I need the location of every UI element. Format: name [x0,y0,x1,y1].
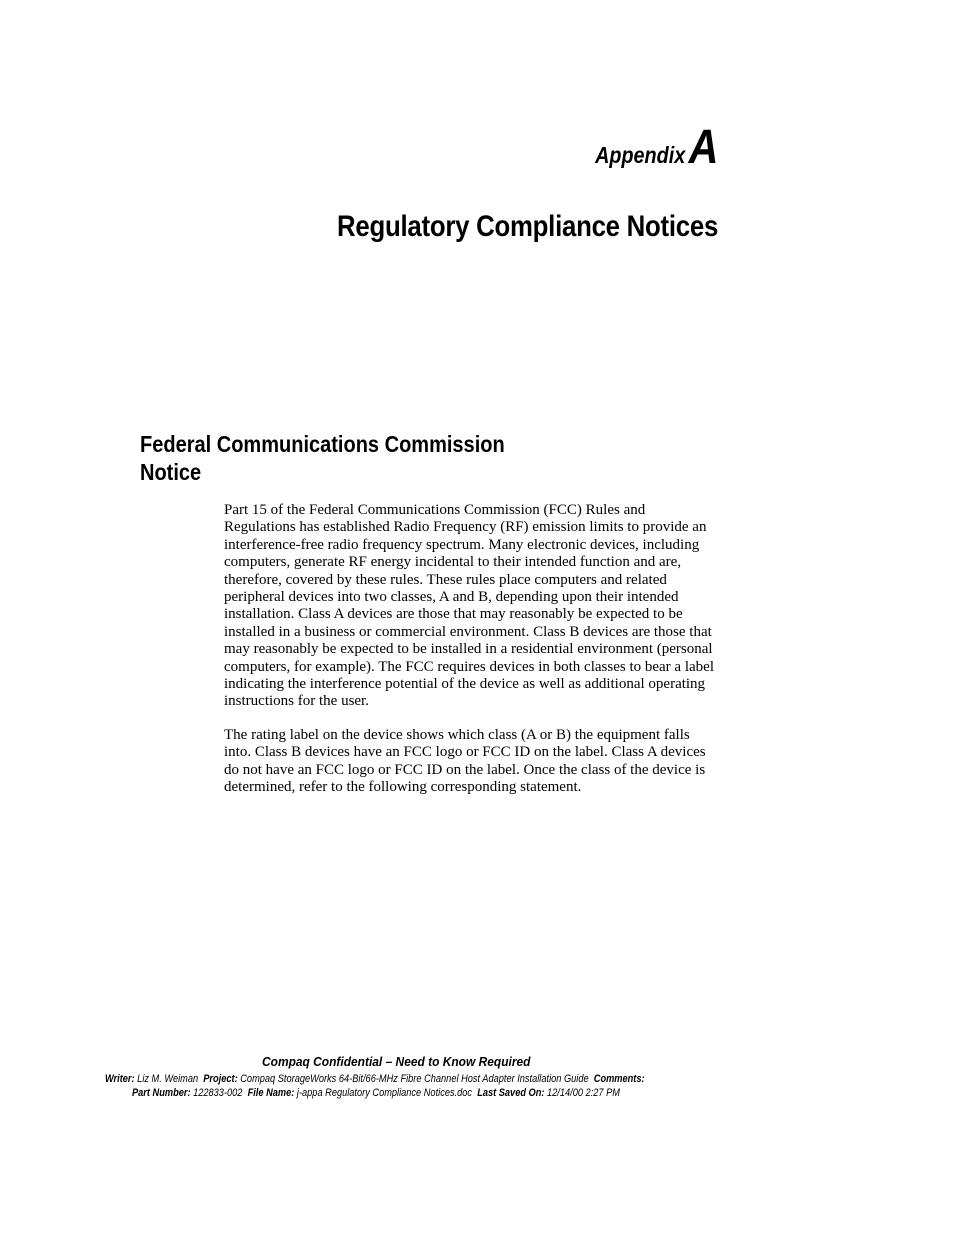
project-label: Project: [203,1073,238,1085]
footer-metadata-line-1 [105,1073,645,1085]
writer-value: Liz M. Weiman [137,1073,199,1085]
section-heading-line-1: Federal Communications Commission [140,431,505,457]
appendix-label [594,121,718,174]
last-saved-label: Last Saved On: [477,1087,545,1099]
section-heading [140,430,523,486]
file-name-label: File Name: [247,1087,295,1099]
last-saved-value: 12/14/00 2:27 PM [547,1087,620,1099]
body-paragraph: Part 15 of the Federal Communications Commission (FCC) Rules and Regulations has established Radio Frequency (RF) emission limits to provide an interference-free radio frequency spectrum. Many electronic devices, including computers, generate RF energy incidental to their intended function and are, therefore, covered by these rules. These rules place computers and related peripheral devices into two classes, A and B, depending upon their intended installation. Class A devices are those that may reasonably be expected to be installed in a business or commercial environment. Class B devices are those that may reasonably be expected to be installed in a residential environment (personal computers, for example). The FCC requires devices in both classes to bear a label indicating the interference potential of the device as well as additional operating instructions for the user. [224,502,714,710]
project-value: Compaq StorageWorks 64-Bit/66-MHz Fibre Channel Host Adapter Installation Guide [240,1073,589,1085]
comments-label: Comments: [593,1073,645,1085]
appendix-letter: A [688,121,718,174]
appendix-word: Appendix [594,142,685,168]
part-number-value: 122833-002 [193,1087,243,1099]
section-heading-line-2: Notice [140,459,202,485]
file-name-value: j-appa Regulatory Compliance Notices.doc [296,1087,473,1099]
part-number-label: Part Number: [132,1087,191,1099]
section-body [224,502,719,813]
footer-metadata-line-2 [132,1087,620,1099]
page-title: Regulatory Compliance Notices [336,210,718,243]
writer-label: Writer: [105,1073,135,1085]
confidential-notice: Compaq Confidential – Need to Know Required [262,1054,531,1069]
body-paragraph: The rating label on the device shows which class (A or B) the equipment falls into. Class B devices have an FCC logo or FCC ID on the label. Class A devices do not have an FCC logo or FCC ID on the label. Once the class of the device is determined, refer to the following corresponding statement. [224,726,706,796]
